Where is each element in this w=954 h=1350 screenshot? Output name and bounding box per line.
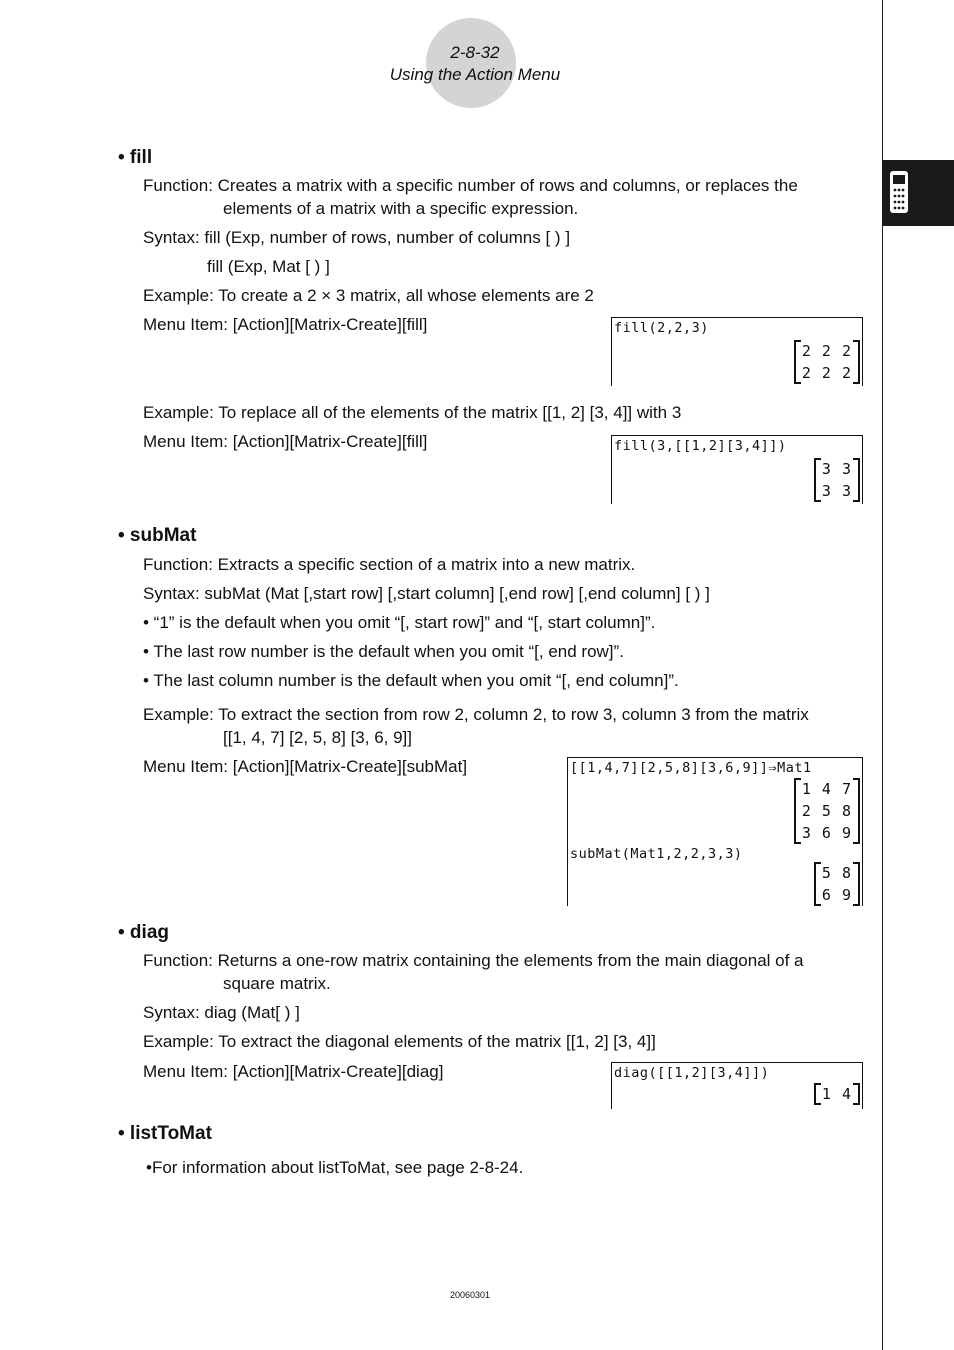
fill-heading: • fill [118,147,153,168]
matrix-row: 2 2 2 [801,364,852,382]
matrix-row: 3 3 [821,482,852,500]
fill-screen-1-input: fill(2,2,3) [614,320,709,336]
matrix-row: 1 4 7 [801,780,852,798]
matrix-row: 2 2 2 [801,342,852,360]
submat-bullet-3: • The last column number is the default when you omit “[, end column]”. [143,671,679,690]
matrix-row: 1 4 [821,1085,852,1103]
fill-screen-2-matrix [814,458,860,502]
submat-bullet-2: • The last row number is the default when you omit “[, end row]”. [143,642,624,661]
diag-function-line-2: square matrix. [223,974,331,993]
footer-code: 20060301 [449,1290,491,1300]
listtomat-heading: • listToMat [118,1123,212,1144]
diag-menu-item: Menu Item: [Action][Matrix-Create][diag] [143,1062,444,1081]
fill-screen-1-matrix [794,340,860,384]
submat-example-line-1: Example: To extract the section from row 2, column 2, to row 3, column 3 from the matrix [143,705,809,724]
diag-screen-matrix [814,1083,860,1105]
fill-screen-1 [611,317,863,386]
submat-screen-input-2: subMat(Mat1,2,2,3,3) [570,846,743,862]
header-decoration [426,18,516,108]
submat-screen-input-1: [[1,4,7][2,5,8][3,6,9]]⇒Mat1 [570,760,812,776]
page-number: 2-8-32 [450,43,500,62]
diag-example: Example: To extract the diagonal elements of the matrix [[1, 2] [3, 4]] [143,1032,656,1051]
fill-example-1: Example: To create a 2 × 3 matrix, all whose elements are 2 [143,286,594,305]
submat-function: Function: Extracts a specific section of a matrix into a new matrix. [143,555,636,574]
submat-screen-matrix-2 [814,862,860,906]
submat-menu-item: Menu Item: [Action][Matrix-Create][subMat] [143,757,468,776]
submat-heading: • subMat [118,525,197,546]
matrix-row: 3 6 9 [801,824,852,842]
fill-screen-2 [611,435,863,504]
submat-screen [567,757,863,906]
diag-heading: • diag [118,922,169,943]
fill-function-line-2: elements of a matrix with a specific expression. [223,199,579,218]
submat-syntax: Syntax: subMat (Mat [,start row] [,start column] [,end row] [,end column] [ ) ] [143,584,710,603]
matrix-row: 6 9 [821,886,852,904]
fill-screen-2-input: fill(3,[[1,2][3,4]]) [614,438,787,454]
submat-screen-matrix-1 [794,778,860,844]
page-title: Using the Action Menu [389,65,561,84]
diag-syntax: Syntax: diag (Mat[ ) ] [143,1003,300,1022]
fill-function-line-1: Function: Creates a matrix with a specific number of rows and columns, or replaces the [143,176,798,195]
fill-menu-item-2: Menu Item: [Action][Matrix-Create][fill] [143,432,428,451]
diag-screen [611,1062,863,1109]
fill-syntax-2: fill (Exp, Mat [ ) ] [207,257,330,276]
calculator-icon [889,170,909,214]
fill-example-2: Example: To replace all of the elements of the matrix [[1, 2] [3, 4]] with 3 [143,403,682,422]
submat-example-line-2: [[1, 4, 7] [2, 5, 8] [3, 6, 9]] [223,728,413,747]
matrix-row: 5 8 [821,864,852,882]
listtomat-note: •For information about listToMat, see page 2-8-24. [146,1158,524,1177]
diag-function-line-1: Function: Returns a one-row matrix containing the elements from the main diagonal of a [143,951,804,970]
submat-bullet-1: • “1” is the default when you omit “[, start row]” and “[, start column]”. [143,613,656,632]
fill-menu-item-1: Menu Item: [Action][Matrix-Create][fill] [143,315,428,334]
matrix-row: 2 5 8 [801,802,852,820]
fill-syntax-1: Syntax: fill (Exp, number of rows, number of columns [ ) ] [143,228,571,247]
diag-screen-input: diag([[1,2][3,4]]) [614,1065,770,1081]
matrix-row: 3 3 [821,460,852,478]
